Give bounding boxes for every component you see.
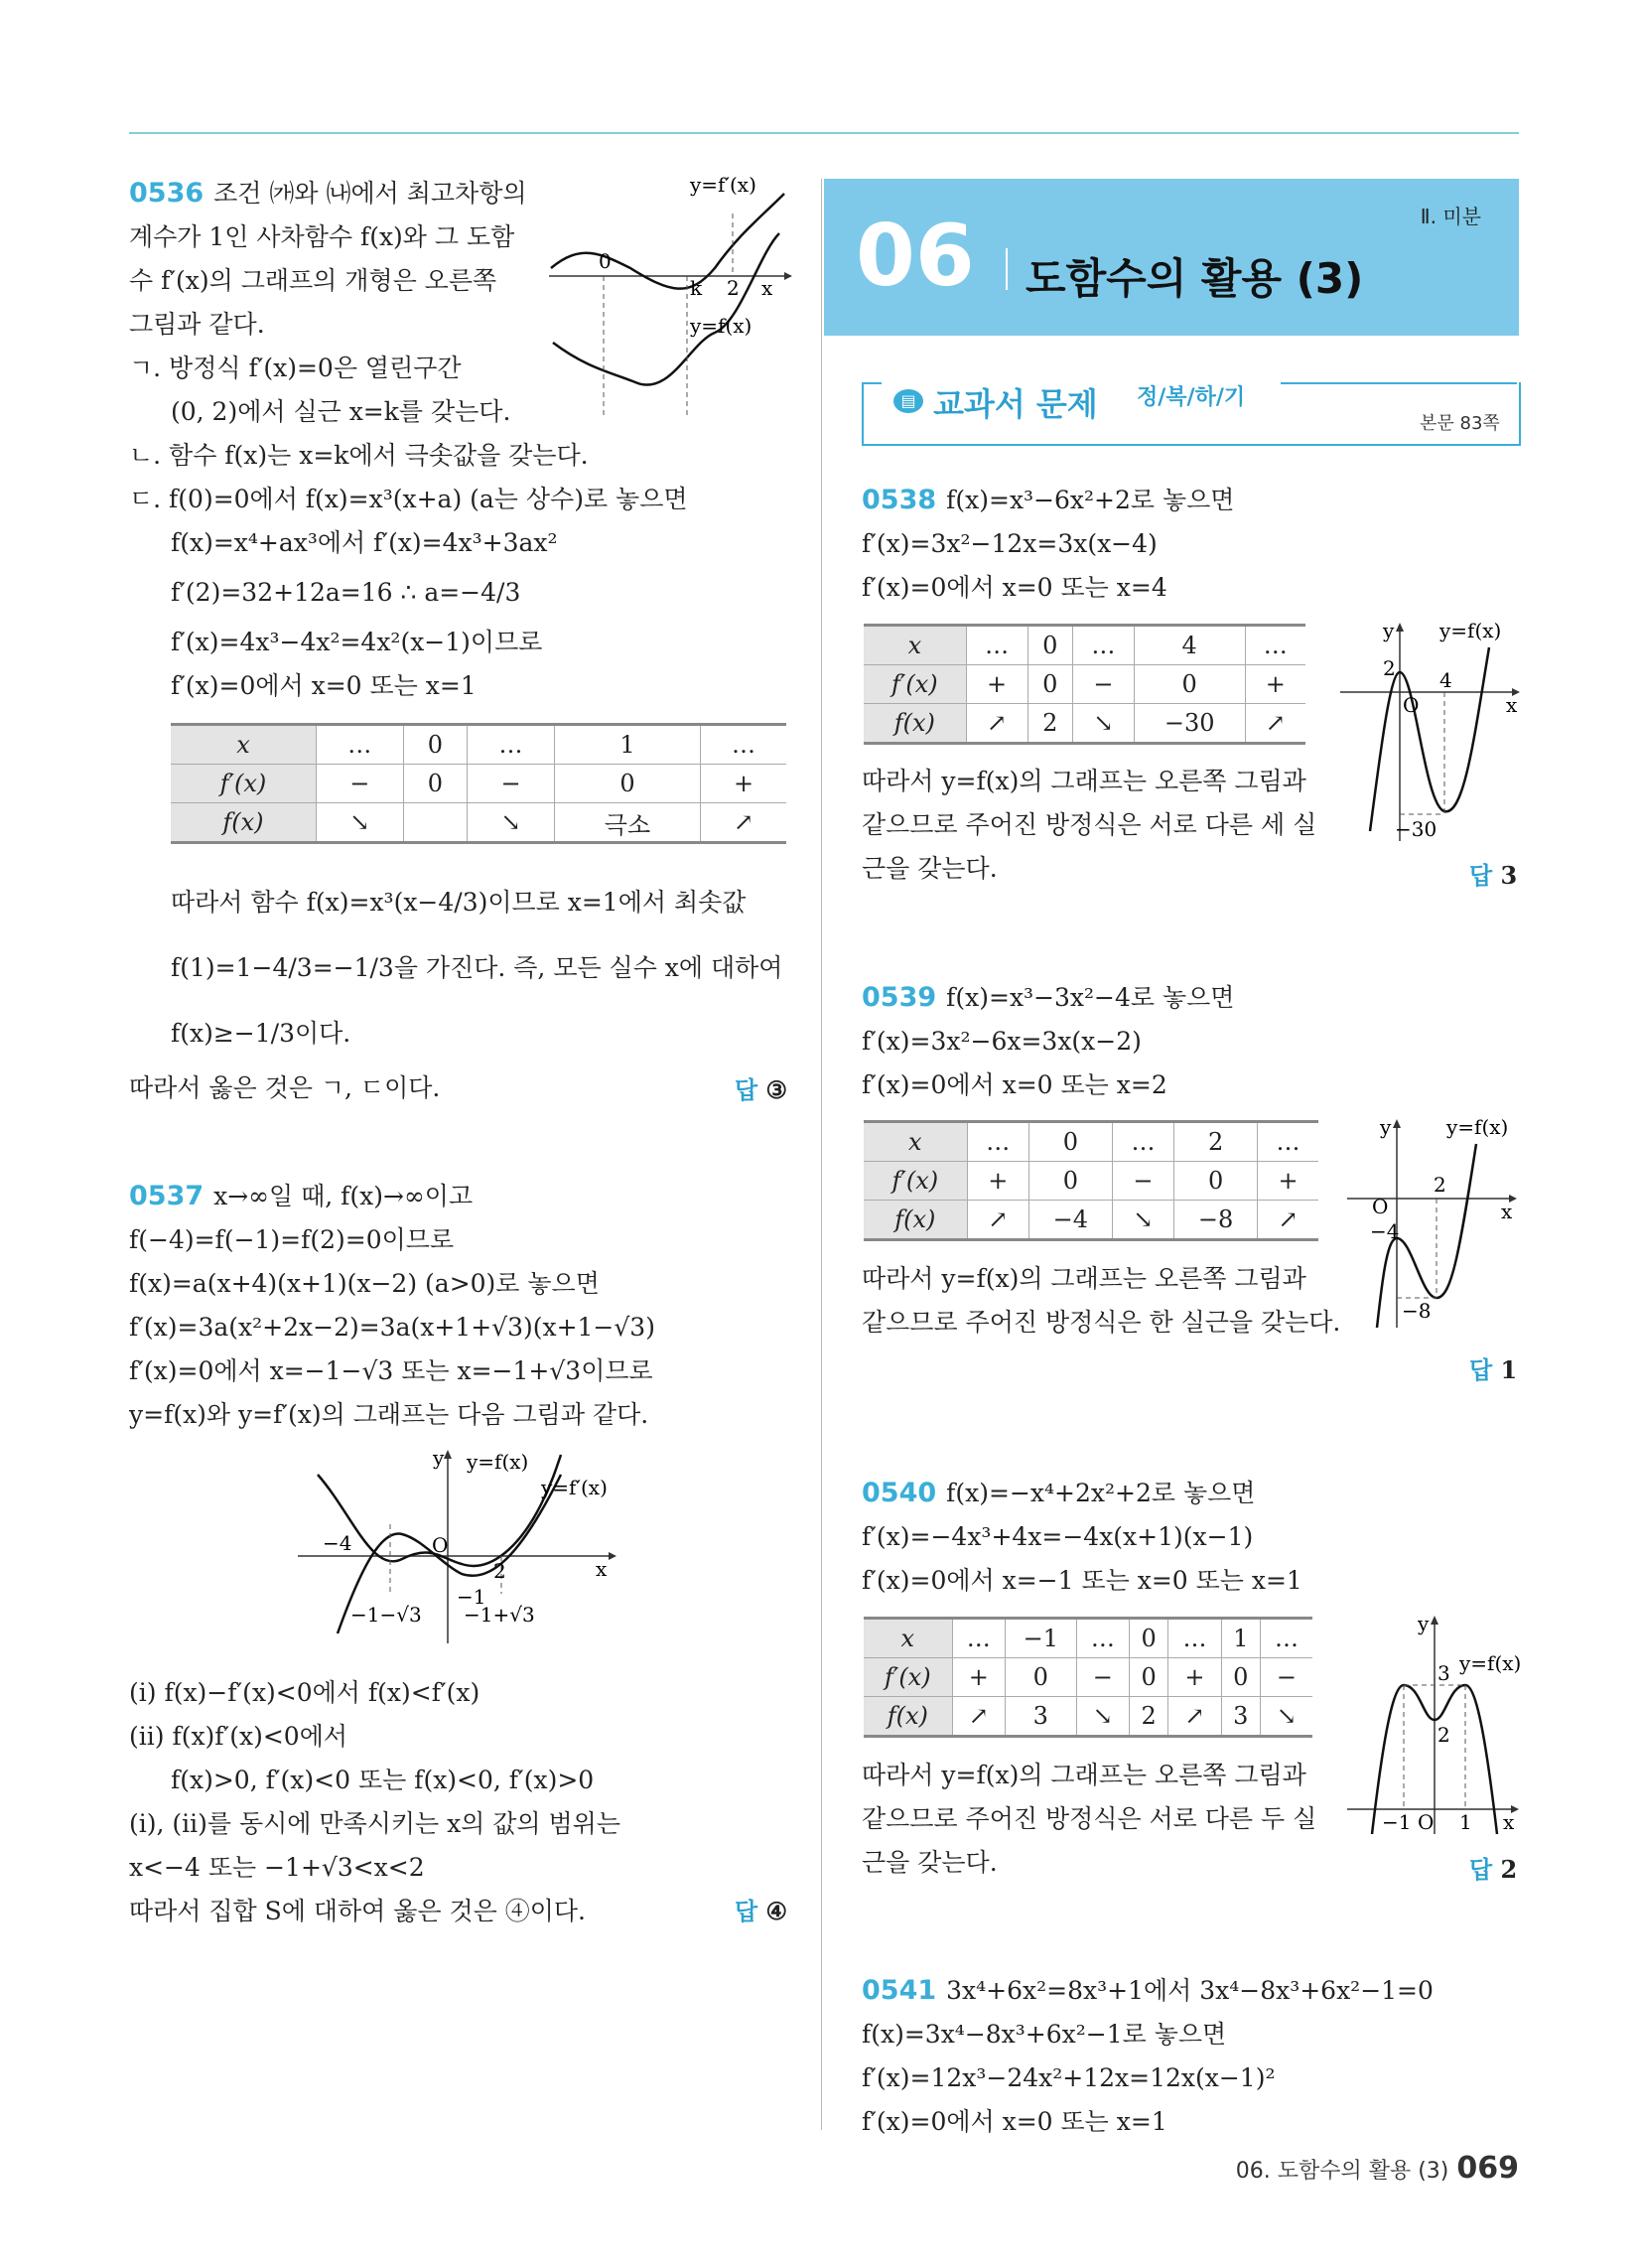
text-line: y=f(x)와 y=f′(x)의 그래프는 다음 그림과 같다. xyxy=(129,1400,649,1429)
label-4: 4 xyxy=(1439,668,1452,692)
label-3: 3 xyxy=(1437,1661,1450,1685)
cell: ↗ xyxy=(966,704,1027,744)
text-line: f′(x)=0에서 x=−1 또는 x=0 또는 x=1 xyxy=(862,1566,1302,1595)
label-origin: O xyxy=(1403,693,1420,717)
table-row xyxy=(864,1619,1312,1658)
text-line: f′(x)=0에서 x=0 또는 x=1 xyxy=(862,2107,1167,2136)
text-line: f(x)=3x⁴−8x³+6x²−1로 놓으면 xyxy=(862,2020,1227,2049)
text-line: 따라서 y=f(x)의 그래프는 오른쪽 그림과 xyxy=(862,1761,1306,1789)
text-line: f(x)=x⁴+ax³에서 f′(x)=4x³+3ax² xyxy=(171,528,558,557)
text-line: 그림과 같다. xyxy=(129,310,265,339)
cell: + xyxy=(1258,1162,1318,1201)
text-line: f(x)=x³−3x²−4로 놓으면 xyxy=(946,983,1235,1012)
cell: ↘ xyxy=(1073,704,1135,744)
cell: 3 xyxy=(1221,1697,1260,1737)
text-line: (ⅱ) f(x)f′(x)<0에서 xyxy=(129,1722,347,1751)
label-x: x xyxy=(1506,693,1518,717)
cell: −1 xyxy=(1005,1619,1076,1658)
chapter-number: 06 xyxy=(856,207,975,306)
cell: x xyxy=(864,1122,967,1162)
page-footer xyxy=(1236,2151,1519,2186)
text-line: (ⅰ) f(x)−f′(x)<0에서 f(x)<f′(x) xyxy=(129,1678,480,1707)
text-line: 따라서 함수 f(x)=x³(x−4/3)이므로 x=1에서 최솟값 xyxy=(171,888,747,917)
text-line: f(x)=a(x+4)(x+1)(x−2) (a>0)로 놓으면 xyxy=(129,1269,600,1298)
table-row xyxy=(864,1658,1312,1697)
cell: x xyxy=(171,725,316,765)
cell: … xyxy=(967,1122,1028,1162)
cell: … xyxy=(1076,1619,1129,1658)
section-subtitle: 정/복/하/기 xyxy=(1137,385,1246,410)
text-line: f′(x)=−4x³+4x=−4x(x+1)(x−1) xyxy=(862,1522,1254,1551)
cell: 3 xyxy=(1005,1697,1076,1737)
cell: ↘ xyxy=(1112,1201,1173,1240)
cell: 0 xyxy=(1134,665,1245,704)
y-axis-arrow xyxy=(444,1450,452,1459)
cell: … xyxy=(952,1619,1005,1658)
cell: 0 xyxy=(1027,665,1072,704)
text-line: f′(x)=0에서 x=0 또는 x=4 xyxy=(862,573,1167,602)
cell: … xyxy=(1112,1122,1173,1162)
text-line: f(1)=1−4/3=−1/3을 가진다. 즉, 모든 실수 x에 대하여 xyxy=(171,953,783,982)
variation-table-0536 xyxy=(171,723,786,844)
cell: f′(x) xyxy=(171,765,316,803)
text-line: 같으므로 주어진 방정식은 한 실근을 갖는다. xyxy=(862,1308,1341,1337)
cell: 4 xyxy=(1134,626,1245,665)
cell: f′(x) xyxy=(864,1658,952,1697)
cell: … xyxy=(1258,1122,1318,1162)
cell: ↘ xyxy=(1260,1697,1312,1737)
label-2: 2 xyxy=(1383,656,1396,680)
y-axis-arrow xyxy=(1396,623,1404,632)
answer-0540: 답 2 xyxy=(1469,1855,1518,1884)
cell: 0 xyxy=(1005,1658,1076,1697)
cell: 2 xyxy=(1027,704,1072,744)
chapter-header xyxy=(824,179,1519,336)
cell: 0 xyxy=(403,725,468,765)
label-f: y=f(x) xyxy=(467,1450,529,1474)
solution-0536-end xyxy=(129,870,782,1110)
text-line: f′(x)=3a(x²+2x−2)=3a(x+1+√3)(x+1−√3) xyxy=(129,1313,655,1342)
cell xyxy=(403,803,468,843)
cell: 0 xyxy=(1174,1162,1258,1201)
cell: … xyxy=(1168,1619,1221,1658)
top-rule xyxy=(129,132,1519,134)
cell: ↘ xyxy=(316,803,403,843)
variation-table-0539 xyxy=(864,1120,1318,1241)
text-line: 3x⁴+6x²=8x³+1에서 3x⁴−8x³+6x²−1=0 xyxy=(946,1976,1434,2005)
cell: x xyxy=(864,626,966,665)
text-line: 근을 갖는다. xyxy=(862,1848,998,1877)
cell: 0 xyxy=(403,765,468,803)
text-line: f(x)≥−1/3이다. xyxy=(171,1019,351,1048)
problem-number: 0540 xyxy=(862,1478,937,1508)
section-box-top xyxy=(1281,382,1517,384)
text-line: f′(x)=3x²−6x=3x(x−2) xyxy=(862,1027,1142,1056)
problem-0541 xyxy=(862,1969,1434,2144)
label-k: k xyxy=(690,276,703,300)
text-line: f′(x)=0에서 x=−1−√3 또는 x=−1+√3이므로 xyxy=(129,1356,653,1385)
label-root2: −1+√3 xyxy=(464,1603,535,1627)
table-row xyxy=(864,1201,1318,1240)
text-line: f(x)=−x⁴+2x²+2로 놓으면 xyxy=(946,1479,1256,1507)
label-y: y xyxy=(433,1446,445,1470)
text-line: 같으므로 주어진 방정식은 서로 다른 두 실 xyxy=(862,1804,1317,1833)
chapter-title: 도함수의 활용 (3) xyxy=(1026,254,1364,303)
cell: f′(x) xyxy=(864,1162,967,1201)
cell: + xyxy=(701,765,786,803)
x-axis-arrow xyxy=(784,272,792,280)
text-line: 조건 ㈎와 ㈏에서 최고차항의 xyxy=(213,179,527,208)
label-1: 1 xyxy=(1459,1810,1472,1834)
cell: … xyxy=(316,725,403,765)
cell: … xyxy=(1260,1619,1312,1658)
label-f: y=f(x) xyxy=(690,314,753,338)
column-divider xyxy=(821,179,822,2130)
problem-number: 0537 xyxy=(129,1181,205,1211)
solution-0537-end xyxy=(129,1671,620,1933)
text-line: 따라서 옳은 것은 ㄱ, ㄷ이다. xyxy=(129,1073,441,1102)
cell: + xyxy=(966,665,1027,704)
solution-0539-end xyxy=(862,1257,1340,1345)
cell: 극소 xyxy=(554,803,700,843)
text-line: 같으므로 주어진 방정식은 서로 다른 세 실 xyxy=(862,810,1317,839)
label-origin: O xyxy=(1372,1195,1389,1218)
text-line: x→∞일 때, f(x)→∞이고 xyxy=(213,1182,474,1210)
cell: − xyxy=(1073,665,1135,704)
curve-f xyxy=(553,233,779,385)
text-line: f′(2)=32+12a=16 ∴ a=−4/3 xyxy=(171,578,521,607)
table-row xyxy=(864,704,1305,744)
graph-0538 xyxy=(1335,618,1524,846)
label-y: y xyxy=(1418,1612,1430,1635)
table-row xyxy=(864,1697,1312,1737)
cell: − xyxy=(468,765,555,803)
cell: + xyxy=(952,1658,1005,1697)
cell: ↘ xyxy=(1076,1697,1129,1737)
cell: 2 xyxy=(1174,1122,1258,1162)
cell: … xyxy=(468,725,555,765)
label-2: 2 xyxy=(1437,1723,1450,1747)
cell: 1 xyxy=(1221,1619,1260,1658)
cell: f(x) xyxy=(864,704,966,744)
label-2: 2 xyxy=(493,1559,506,1583)
cell: − xyxy=(316,765,403,803)
y-axis-arrow xyxy=(1393,1119,1401,1128)
cell: 0 xyxy=(1130,1658,1168,1697)
text-line: 계수가 1인 사차함수 f(x)와 그 도함 xyxy=(129,222,515,251)
text-line: 수 f′(x)의 그래프의 개형은 오른쪽 xyxy=(129,266,497,295)
text-line: f′(x)=0에서 x=0 또는 x=2 xyxy=(862,1070,1167,1099)
text-line: (ⅰ), (ⅱ)를 동시에 만족시키는 x의 값의 범위는 xyxy=(129,1809,620,1838)
label-m8: −8 xyxy=(1402,1299,1432,1323)
variation-table-0540 xyxy=(864,1617,1312,1738)
label-origin: O xyxy=(1418,1810,1435,1834)
label-f: y=f(x) xyxy=(1446,1115,1509,1139)
text-line: ㄷ. f(0)=0에서 f(x)=x³(x+a) (a는 상수)로 놓으면 xyxy=(129,485,688,513)
graph-0540 xyxy=(1342,1611,1526,1839)
label-x: x xyxy=(1501,1200,1513,1223)
x-axis-arrow xyxy=(609,1552,616,1560)
cell: + xyxy=(1168,1658,1221,1697)
text-line: f(x)=x³−6x²+2로 놓으면 xyxy=(946,486,1235,514)
label-x: x xyxy=(1503,1810,1515,1834)
answer-0538: 답 3 xyxy=(1469,861,1518,890)
label-y: y xyxy=(1380,1115,1392,1139)
problem-0538 xyxy=(862,479,1234,610)
cell: −4 xyxy=(1028,1201,1112,1240)
problem-number: 0541 xyxy=(862,1975,937,2006)
cell: f(x) xyxy=(864,1697,952,1737)
problem-number: 0539 xyxy=(862,982,937,1013)
cell: ↗ xyxy=(1245,704,1305,744)
solution-0538-end xyxy=(862,760,1316,891)
text-line: ㄱ. 방정식 f′(x)=0은 열린구간 xyxy=(129,354,462,382)
problem-0537 xyxy=(129,1175,655,1437)
cell: … xyxy=(1245,626,1305,665)
section-title: 교과서 문제 xyxy=(933,385,1098,423)
cell: … xyxy=(701,725,786,765)
cell: 0 xyxy=(1028,1122,1112,1162)
label-y: y xyxy=(1383,619,1395,642)
label-m4: −4 xyxy=(323,1531,352,1555)
answer-0539: 답 1 xyxy=(1469,1355,1518,1384)
text-line: ㄴ. 함수 f(x)는 x=k에서 극솟값을 갖는다. xyxy=(129,441,589,470)
cell: ↗ xyxy=(952,1697,1005,1737)
text-line: f′(x)=0에서 x=0 또는 x=1 xyxy=(171,671,477,700)
text-line: 따라서 y=f(x)의 그래프는 오른쪽 그림과 xyxy=(862,767,1306,795)
cell: − xyxy=(1260,1658,1312,1697)
problem-0539 xyxy=(862,976,1234,1107)
label-x: x xyxy=(596,1557,608,1581)
footer-chapter: 06. 도함수의 활용 (3) xyxy=(1235,2159,1449,2184)
cell: 0 xyxy=(1221,1658,1260,1697)
cell: f′(x) xyxy=(864,665,966,704)
cell: ↗ xyxy=(1258,1201,1318,1240)
cell: 0 xyxy=(554,765,700,803)
cell: −8 xyxy=(1174,1201,1258,1240)
problem-number: 0538 xyxy=(862,485,937,515)
section-box-top xyxy=(862,382,882,384)
cell: f(x) xyxy=(864,1201,967,1240)
label-2: 2 xyxy=(727,276,740,300)
cell: ↗ xyxy=(701,803,786,843)
label-m1: −1 xyxy=(457,1585,486,1609)
cell: 0 xyxy=(1027,626,1072,665)
label-m30: −30 xyxy=(1395,817,1437,841)
header-divider xyxy=(1006,248,1008,290)
cell: ↗ xyxy=(967,1201,1028,1240)
text-line: f(x)>0, f′(x)<0 또는 f(x)<0, f′(x)>0 xyxy=(171,1766,595,1794)
text-line: (0, 2)에서 실근 x=k를 갖는다. xyxy=(171,397,511,426)
label-m1: −1 xyxy=(1382,1810,1412,1834)
cell: + xyxy=(967,1162,1028,1201)
table-row xyxy=(864,1162,1318,1201)
graph-0537 xyxy=(293,1445,630,1648)
answer-0536: 답 ③ xyxy=(735,1075,788,1104)
label-f: y=f(x) xyxy=(1439,619,1502,642)
cell: 0 xyxy=(1028,1162,1112,1201)
cell: 0 xyxy=(1130,1619,1168,1658)
label-x: x xyxy=(761,276,773,300)
cell: 1 xyxy=(554,725,700,765)
table-row xyxy=(171,803,786,843)
table-row xyxy=(864,626,1305,665)
table-row xyxy=(864,1122,1318,1162)
cell: − xyxy=(1076,1658,1129,1697)
page-ref: 본문 83쪽 xyxy=(1420,413,1500,434)
label-2: 2 xyxy=(1434,1173,1446,1197)
page-number: 069 xyxy=(1456,2151,1519,2186)
label-fprime: y=f′(x) xyxy=(690,174,756,197)
label-origin: O xyxy=(432,1533,449,1557)
y-axis-arrow xyxy=(1431,1616,1438,1625)
label-f: y=f(x) xyxy=(1459,1651,1522,1675)
text-line: f′(x)=12x³−24x²+12x=12x(x−1)² xyxy=(862,2063,1276,2092)
text-line: 따라서 집합 S에 대하여 옳은 것은 ④이다. xyxy=(129,1897,587,1925)
table-row xyxy=(171,725,786,765)
text-line: f(−4)=f(−1)=f(2)=0이므로 xyxy=(129,1225,455,1254)
problem-number: 0536 xyxy=(129,178,205,209)
cell: ↗ xyxy=(1168,1697,1221,1737)
label-m4: −4 xyxy=(1370,1219,1400,1243)
graph-0539 xyxy=(1342,1114,1526,1338)
cell: −30 xyxy=(1134,704,1245,744)
text-line: x<−4 또는 −1+√3<x<2 xyxy=(129,1853,425,1882)
table-row xyxy=(171,765,786,803)
book-icon: ▤ xyxy=(893,389,923,413)
cell: 2 xyxy=(1130,1697,1168,1737)
curve-fprime xyxy=(551,194,784,289)
text-line: f′(x)=4x³−4x²=4x²(x−1)이므로 xyxy=(171,628,543,656)
problem-0540 xyxy=(862,1472,1302,1603)
cell: x xyxy=(864,1619,952,1658)
table-row xyxy=(864,665,1305,704)
variation-table-0538 xyxy=(864,624,1305,745)
text-line: f′(x)=3x²−12x=3x(x−4) xyxy=(862,529,1158,558)
cell: − xyxy=(1112,1162,1173,1201)
label-origin: 0 xyxy=(599,249,612,273)
cell: + xyxy=(1245,665,1305,704)
cell: ↘ xyxy=(468,803,555,843)
label-root1: −1−√3 xyxy=(350,1603,422,1627)
part-label: Ⅱ. 미분 xyxy=(1420,205,1481,228)
graph-0536 xyxy=(541,174,794,427)
label-fprime: y=f′(x) xyxy=(541,1476,608,1499)
answer-0537: 답 ④ xyxy=(735,1897,788,1925)
cell: f(x) xyxy=(171,803,316,843)
text-line: 따라서 y=f(x)의 그래프는 오른쪽 그림과 xyxy=(862,1264,1306,1293)
text-line: 근을 갖는다. xyxy=(862,854,998,883)
cell: … xyxy=(966,626,1027,665)
solution-0540-end xyxy=(862,1754,1316,1885)
cell: … xyxy=(1073,626,1135,665)
